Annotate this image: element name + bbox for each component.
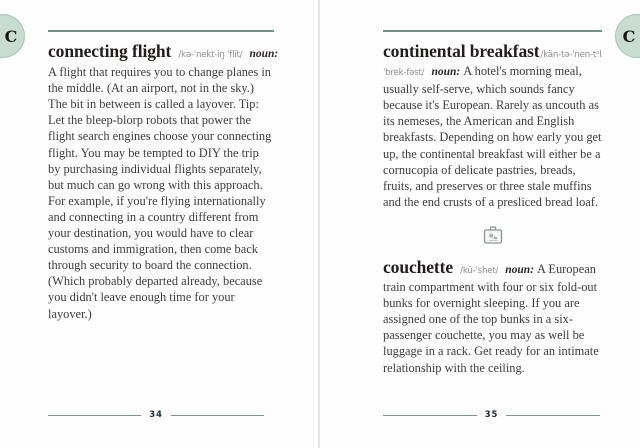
pronunciation: /kə-ˈnekt-iŋ ˈflīt/: [178, 50, 243, 60]
entry-couchette: [383, 256, 602, 376]
suitcase-icon: [481, 223, 505, 247]
pronunciation: /kän-tə-ˈnen-tᵊl ˈbrek-fəst/: [383, 50, 602, 79]
headword: connecting flight: [48, 41, 172, 61]
page-number: 34: [149, 410, 163, 420]
footer-left: [48, 411, 264, 420]
footer-right: [383, 411, 600, 420]
page-number: 35: [484, 410, 499, 420]
section-tab-left: [0, 14, 25, 58]
footer-rule: [171, 415, 264, 416]
part-of-speech: noun:: [431, 66, 461, 79]
page-gutter-shadow: [313, 0, 314, 448]
entry-headline: [48, 41, 279, 63]
definition: A flight that requires you to change planes in the middle. (At an airport, not in the sky.) The bit in between is called a layover. Tip: Let the bleep-blorp robots that power the flight search engines choose your connecting flight. You may be tempted to DIY the trip by purchasing individual flights separately, but much can go wrong with this approach. For example, if you're flying internationally and connecting in a country different from your destination, you would have to clear customs and immigration, then come back through security to board the connection. (Which probably departed already, because you didn't leave enough time for your layover.): [48, 65, 272, 321]
headword: continental breakfast: [383, 41, 540, 61]
entry-connecting-flight: [48, 41, 279, 322]
headword: couchette: [383, 256, 454, 277]
top-rule: [48, 30, 274, 32]
section-letter: C: [4, 26, 18, 46]
part-of-speech: noun:: [505, 263, 535, 276]
definition: A European train compartment with four or six fold-out bunks for overnight sleeping. If you are assigned one of the top bunks in a six-passenger couchette, you may as well be luggage in a rack. Get ready for an intimate relationship with the ceiling.: [383, 261, 599, 375]
footer-rule: [48, 415, 141, 416]
entry-continental-breakfast: [383, 43, 602, 210]
pronunciation: /kü-ˈshet/: [460, 265, 499, 276]
footer-rule: [506, 415, 600, 416]
top-rule: [383, 30, 602, 32]
page-gutter: [318, 0, 320, 448]
part-of-speech: noun:: [249, 48, 279, 60]
page-right: [383, 30, 602, 376]
definition: A hotel's morning meal, usually self-serve, which sounds fancy because it's European. Rarely as uncouth as its nemeses, the American and English breakfasts. Depending on how early you get up, the continental breakfast will either be a cornucopia of delicate pastries, breads, fruits, and preserves or three stale muffins and the end crusts of a presliced bread loaf.: [383, 64, 602, 209]
page-left: [48, 30, 279, 322]
footer-rule: [383, 415, 477, 416]
section-tab-right: [615, 14, 640, 58]
entry-divider: [383, 223, 602, 247]
section-letter: C: [622, 26, 636, 46]
